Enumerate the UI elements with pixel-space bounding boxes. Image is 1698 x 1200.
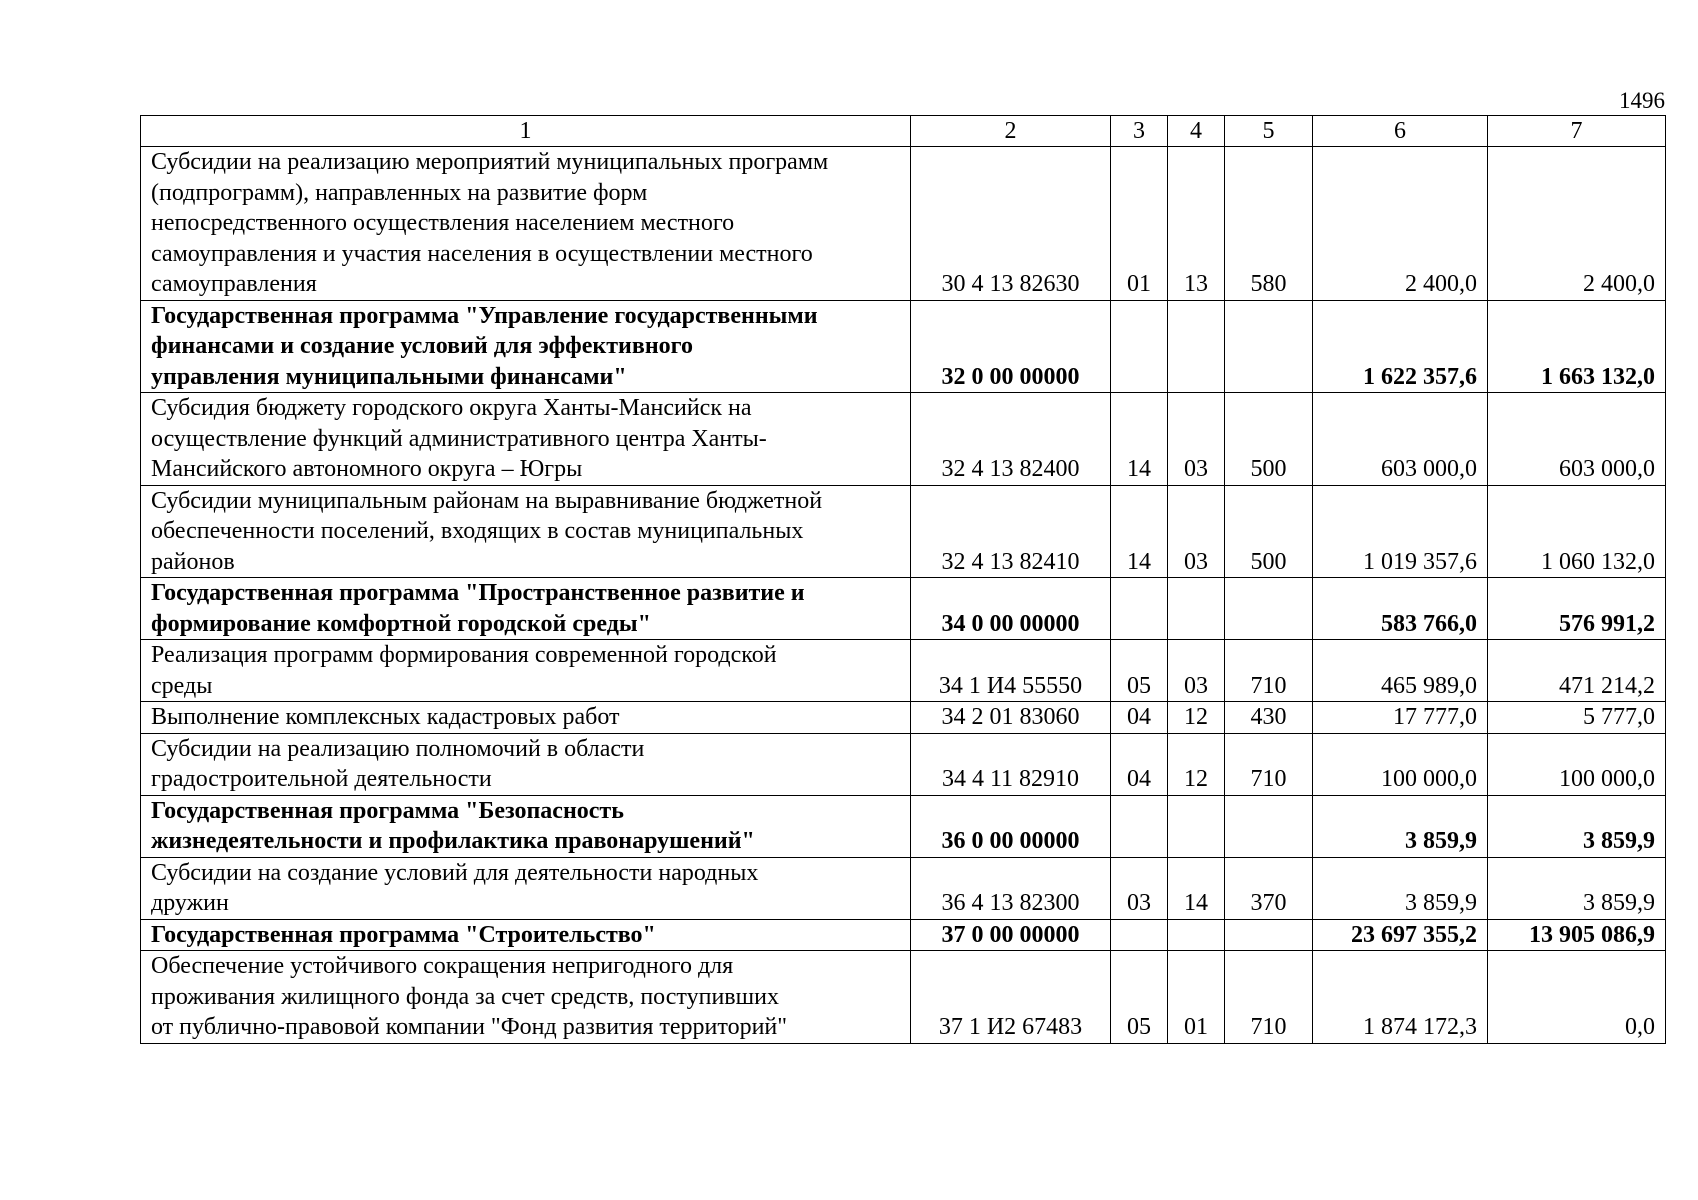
description-line: самоуправления и участия населения в осуществлении местного [151, 240, 813, 267]
description-line: непосредственного осуществления населением местного [151, 210, 735, 236]
amount-year-2: 603 000,0 [1488, 393, 1666, 486]
description-line: Субсидии на реализацию полномочий в области [151, 735, 645, 762]
expense-type-code: 430 [1225, 702, 1313, 734]
row-description [141, 919, 911, 951]
expense-type-code [1225, 578, 1313, 640]
row-description [141, 795, 911, 857]
table-row [141, 393, 1666, 486]
row-description [141, 857, 911, 919]
table-row [141, 857, 1666, 919]
table-row [141, 147, 1666, 301]
table-row [141, 951, 1666, 1044]
amount-year-2: 5 777,0 [1488, 702, 1666, 734]
description-line: Государственная программа "Безопасность [151, 797, 624, 824]
section-code [1111, 300, 1168, 393]
amount-year-1: 1 019 357,6 [1313, 485, 1488, 578]
row-description [141, 147, 911, 301]
subsection-code [1168, 300, 1225, 393]
description-line: осуществление функций административного центра Ханты- [151, 425, 767, 452]
subsection-code [1168, 919, 1225, 951]
row-description [141, 733, 911, 795]
expense-type-code: 500 [1225, 393, 1313, 486]
amount-year-2: 2 400,0 [1488, 147, 1666, 301]
row-description [141, 485, 911, 578]
column-number-row [141, 116, 1666, 147]
description-line: дружин [151, 890, 229, 916]
page-number: 1496 [1619, 88, 1665, 113]
expense-type-code: 710 [1225, 951, 1313, 1044]
description-line: финансами и создание условий для эффективного [151, 333, 693, 359]
subsection-code: 12 [1168, 702, 1225, 734]
amount-year-1: 583 766,0 [1313, 578, 1488, 640]
expense-type-code [1225, 795, 1313, 857]
amount-year-2: 0,0 [1488, 951, 1666, 1044]
description-line: управления муниципальными финансами" [151, 363, 627, 390]
amount-year-2: 3 859,9 [1488, 857, 1666, 919]
description-line: Субсидии на реализацию мероприятий муниципальных программ [151, 149, 829, 175]
row-description [141, 640, 911, 702]
target-article-code: 34 1 И4 55550 [911, 640, 1111, 702]
description-line: жизнедеятельности и профилактика правонарушений" [151, 828, 755, 854]
subsection-code: 03 [1168, 640, 1225, 702]
amount-year-2: 1 663 132,0 [1488, 300, 1666, 393]
description-line: Реализация программ формирования современной городской [151, 642, 777, 668]
section-code: 05 [1111, 951, 1168, 1044]
section-code: 14 [1111, 485, 1168, 578]
expense-type-code: 710 [1225, 640, 1313, 702]
description-line: Субсидия бюджету городского округа Ханты-Мансийск на [151, 395, 752, 421]
column-header: 7 [1488, 116, 1666, 147]
amount-year-1: 1 874 172,3 [1313, 951, 1488, 1044]
amount-year-1: 100 000,0 [1313, 733, 1488, 795]
column-header: 3 [1111, 116, 1168, 147]
expense-type-code [1225, 919, 1313, 951]
row-description [141, 578, 911, 640]
table-body [141, 147, 1666, 1044]
amount-year-2: 471 214,2 [1488, 640, 1666, 702]
section-code: 04 [1111, 702, 1168, 734]
expense-type-code: 580 [1225, 147, 1313, 301]
column-header: 1 [141, 116, 911, 147]
description-line: Государственная программа "Управление государственными [151, 302, 818, 329]
expense-type-code [1225, 300, 1313, 393]
row-description [141, 702, 911, 734]
subsection-code: 13 [1168, 147, 1225, 301]
row-description [141, 300, 911, 393]
description-line: обеспеченности поселений, входящих в состав муниципальных [151, 518, 804, 544]
program-row [141, 578, 1666, 640]
amount-year-1: 603 000,0 [1313, 393, 1488, 486]
subsection-code: 12 [1168, 733, 1225, 795]
description-line: от публично-правовой компании "Фонд развития территорий" [151, 1014, 788, 1040]
target-article-code: 32 4 13 82400 [911, 393, 1111, 486]
description-line: Выполнение комплексных кадастровых работ [151, 704, 620, 730]
subsection-code [1168, 795, 1225, 857]
expense-type-code: 500 [1225, 485, 1313, 578]
table-row [141, 640, 1666, 702]
column-header: 4 [1168, 116, 1225, 147]
target-article-code: 34 2 01 83060 [911, 702, 1111, 734]
description-line: Мансийского автономного округа – Югры [151, 456, 583, 482]
description-line: Субсидии на создание условий для деятельности народных [151, 859, 759, 886]
amount-year-1: 17 777,0 [1313, 702, 1488, 734]
subsection-code: 01 [1168, 951, 1225, 1044]
description-line: Обеспечение устойчивого сокращения непригодного для [151, 953, 734, 979]
column-header: 6 [1313, 116, 1488, 147]
amount-year-2: 1 060 132,0 [1488, 485, 1666, 578]
description-line: Государственная программа "Строительство" [151, 921, 656, 948]
amount-year-2: 3 859,9 [1488, 795, 1666, 857]
section-code: 05 [1111, 640, 1168, 702]
amount-year-1: 23 697 355,2 [1313, 919, 1488, 951]
target-article-code: 30 4 13 82630 [911, 147, 1111, 301]
column-header: 5 [1225, 116, 1313, 147]
amount-year-1: 3 859,9 [1313, 857, 1488, 919]
description-line: самоуправления [151, 271, 317, 297]
description-line: Государственная программа "Пространственное развитие и [151, 580, 805, 606]
expense-type-code: 710 [1225, 733, 1313, 795]
table-row [141, 733, 1666, 795]
amount-year-2: 576 991,2 [1488, 578, 1666, 640]
table-row [141, 485, 1666, 578]
row-description [141, 393, 911, 486]
target-article-code: 37 0 00 00000 [911, 919, 1111, 951]
program-row [141, 795, 1666, 857]
program-row [141, 919, 1666, 951]
target-article-code: 37 1 И2 67483 [911, 951, 1111, 1044]
section-code [1111, 919, 1168, 951]
amount-year-2: 100 000,0 [1488, 733, 1666, 795]
description-line: районов [151, 548, 235, 575]
description-line: Субсидии муниципальным районам на выравнивание бюджетной [151, 487, 823, 514]
subsection-code: 03 [1168, 485, 1225, 578]
target-article-code: 36 4 13 82300 [911, 857, 1111, 919]
description-line: (подпрограмм), направленных на развитие форм [151, 179, 648, 206]
section-code: 03 [1111, 857, 1168, 919]
description-line: формирование комфортной городской среды" [151, 610, 651, 637]
target-article-code: 32 4 13 82410 [911, 485, 1111, 578]
target-article-code: 32 0 00 00000 [911, 300, 1111, 393]
target-article-code: 34 0 00 00000 [911, 578, 1111, 640]
description-line: среды [151, 672, 213, 699]
section-code: 14 [1111, 393, 1168, 486]
expense-type-code: 370 [1225, 857, 1313, 919]
subsection-code [1168, 578, 1225, 640]
amount-year-2: 13 905 086,9 [1488, 919, 1666, 951]
section-code [1111, 578, 1168, 640]
section-code: 01 [1111, 147, 1168, 301]
description-line: градостроительной деятельности [151, 766, 492, 792]
column-header: 2 [911, 116, 1111, 147]
target-article-code: 36 0 00 00000 [911, 795, 1111, 857]
target-article-code: 34 4 11 82910 [911, 733, 1111, 795]
section-code [1111, 795, 1168, 857]
amount-year-1: 2 400,0 [1313, 147, 1488, 301]
subsection-code: 14 [1168, 857, 1225, 919]
amount-year-1: 1 622 357,6 [1313, 300, 1488, 393]
amount-year-1: 3 859,9 [1313, 795, 1488, 857]
subsection-code: 03 [1168, 393, 1225, 486]
program-row [141, 300, 1666, 393]
budget-table [140, 115, 1666, 1044]
row-description [141, 951, 911, 1044]
description-line: проживания жилищного фонда за счет средств, поступивших [151, 983, 779, 1010]
amount-year-1: 465 989,0 [1313, 640, 1488, 702]
table-row [141, 702, 1666, 734]
section-code: 04 [1111, 733, 1168, 795]
